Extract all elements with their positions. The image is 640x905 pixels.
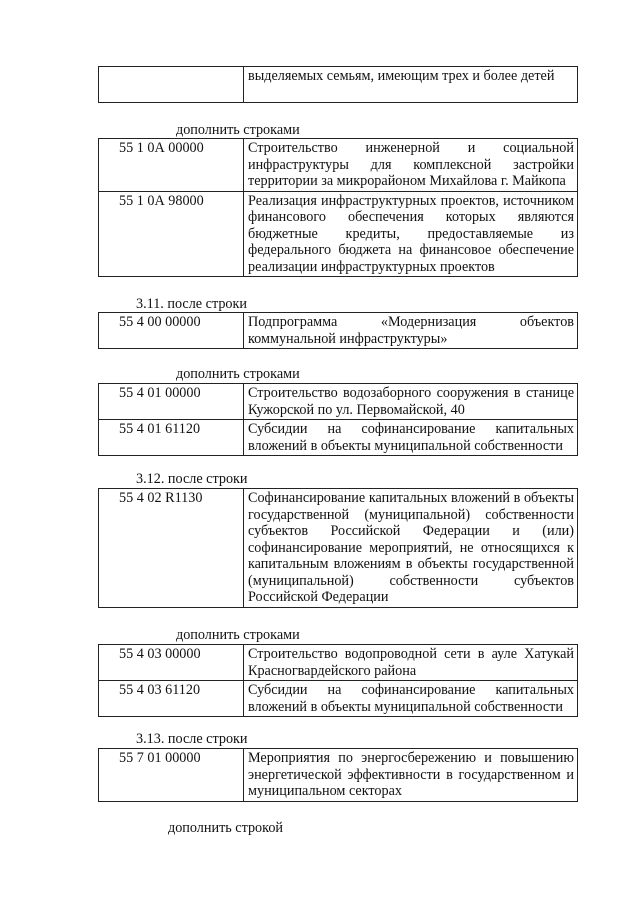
budget-code-cell: 55 4 01 00000 [99, 384, 244, 420]
item-name-cell: выделяемых семьям, имеющим трех и более детей [244, 67, 578, 103]
table-row [99, 489, 578, 608]
table-row [99, 313, 578, 349]
table-row [99, 420, 578, 456]
section-label: 3.11. после строки [136, 296, 247, 312]
section-label: 3.13. после строки [136, 731, 248, 747]
section-table [98, 748, 578, 802]
budget-code-cell: 55 4 01 61120 [99, 420, 244, 456]
table-row [99, 191, 578, 277]
section-label: дополнить строками [176, 122, 300, 138]
section-table [98, 644, 578, 717]
item-name-cell: Подпрограмма «Модернизация объектов коммунальной инфраструктуры» [244, 313, 578, 349]
budget-code-cell: 55 4 00 00000 [99, 313, 244, 349]
budget-code-cell: 55 4 03 61120 [99, 681, 244, 717]
section-table [98, 312, 578, 349]
section-label: дополнить строками [176, 366, 300, 382]
item-name-cell: Строительство водозаборного сооружения в станице Кужорской по ул. Первомайской, 40 [244, 384, 578, 420]
table-row [99, 139, 578, 192]
section-table [98, 138, 578, 277]
budget-code-cell: 55 4 03 00000 [99, 645, 244, 681]
table-row [99, 384, 578, 420]
budget-code-cell: 55 1 0А 00000 [99, 139, 244, 192]
table-row [99, 645, 578, 681]
item-name-cell: Мероприятия по энергосбережению и повышению энергетической эффективности в государственном и муниципальном секторах [244, 749, 578, 802]
item-name-cell: Субсидии на софинансирование капитальных вложений в объекты муниципальной собственности [244, 681, 578, 717]
table-row [99, 67, 578, 103]
item-name-cell: Субсидии на софинансирование капитальных вложений в объекты муниципальной собственности [244, 420, 578, 456]
section-label: 3.12. после строки [136, 471, 248, 487]
section-label: дополнить строками [176, 627, 300, 643]
budget-code-cell: 55 1 0А 98000 [99, 191, 244, 277]
section-table [98, 488, 578, 608]
section-table [98, 383, 578, 456]
budget-code-cell [99, 67, 244, 103]
item-name-cell: Строительство водопроводной сети в ауле Хатукай Красногвардейского района [244, 645, 578, 681]
item-name-cell: Строительство инженерной и социальной инфраструктуры для комплексной застройки территории за микрорайоном Михайлова г. Майкопа [244, 139, 578, 192]
table-row [99, 749, 578, 802]
item-name-cell: Реализация инфраструктурных проектов, источником финансового обеспечения которых являются бюджетные кредиты, предоставляемые из федерального бюджета на финансовое обеспечение реализации инфраструктурных проектов [244, 191, 578, 277]
budget-code-cell: 55 4 02 R1130 [99, 489, 244, 608]
budget-code-cell: 55 7 01 00000 [99, 749, 244, 802]
top-fragment-table [98, 66, 578, 103]
table-row [99, 681, 578, 717]
item-name-cell: Софинансирование капитальных вложений в объекты государственной (муниципальной) собственности субъектов Российской Федерации и (или) софинансирование мероприятий, не относящихся к капитальным вложениям в объекты государственной (муниципальной) собственности субъектов Российской Федерации [244, 489, 578, 608]
final-label: дополнить строкой [168, 820, 284, 836]
